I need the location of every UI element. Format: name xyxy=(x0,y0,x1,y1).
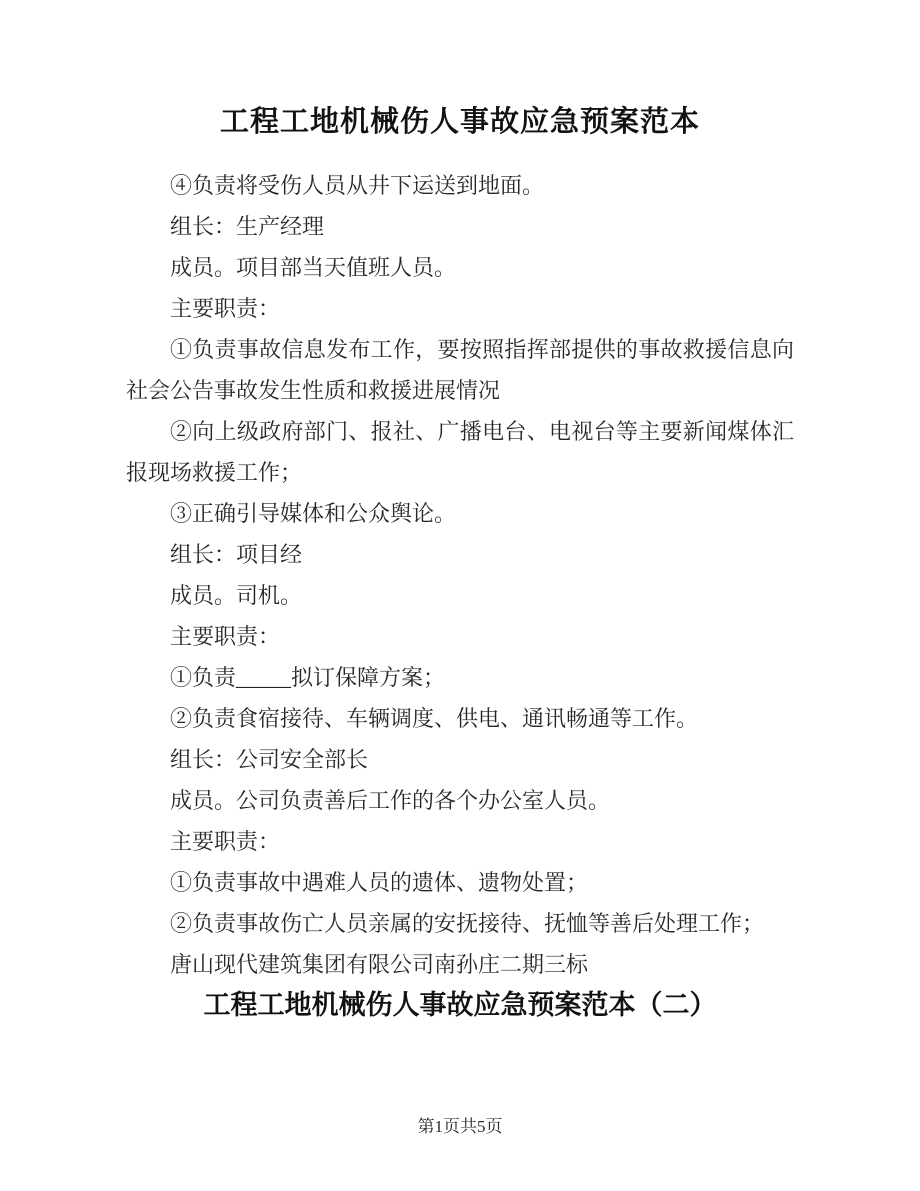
section-2-title: 工程工地机械伤人事故应急预案范本（二） xyxy=(203,990,717,1020)
paragraph: ①负责事故中遇难人员的遗体、遗物处置； xyxy=(170,870,589,895)
paragraph: ④负责将受伤人员从井下运送到地面。 xyxy=(170,173,545,198)
paragraph: ②向上级政府部门、报社、广播电台、电视台等主要新闻煤体汇报现场救援工作； xyxy=(126,419,794,485)
paragraph: ②负责食宿接待、车辆调度、供电、通讯畅通等工作。 xyxy=(170,706,699,731)
paragraph: ①负责_____拟订保障方案； xyxy=(170,665,446,690)
paragraph: 成员。司机。 xyxy=(170,583,303,608)
page-footer xyxy=(0,1116,920,1138)
paragraph: 主要职责： xyxy=(170,296,281,321)
paragraph: 成员。项目部当天值班人员。 xyxy=(170,255,457,280)
paragraph: ③正确引导媒体和公众舆论。 xyxy=(170,501,457,526)
document-body xyxy=(126,165,794,985)
paragraph: 成员。公司负责善后工作的各个办公室人员。 xyxy=(170,788,611,813)
paragraph: 组长：项目经 xyxy=(170,542,303,567)
paragraph: 唐山现代建筑集团有限公司南孙庄二期三标 xyxy=(170,952,589,977)
page-number-indicator: 第1页共5页 xyxy=(417,1117,503,1136)
paragraph: 组长：生产经理 xyxy=(170,214,325,239)
paragraph: ①负责事故信息发布工作，要按照指挥部提供的事故救援信息向社会公告事故发生性质和救援进展情况 xyxy=(126,337,794,403)
paragraph: 主要职责： xyxy=(170,829,281,854)
paragraph: ②负责事故伤亡人员亲属的安抚接待、抚恤等善后处理工作； xyxy=(170,911,765,936)
paragraph: 主要职责： xyxy=(170,624,281,649)
document-title: 工程工地机械伤人事故应急预案范本 xyxy=(219,106,700,138)
paragraph: 组长：公司安全部长 xyxy=(170,747,369,772)
